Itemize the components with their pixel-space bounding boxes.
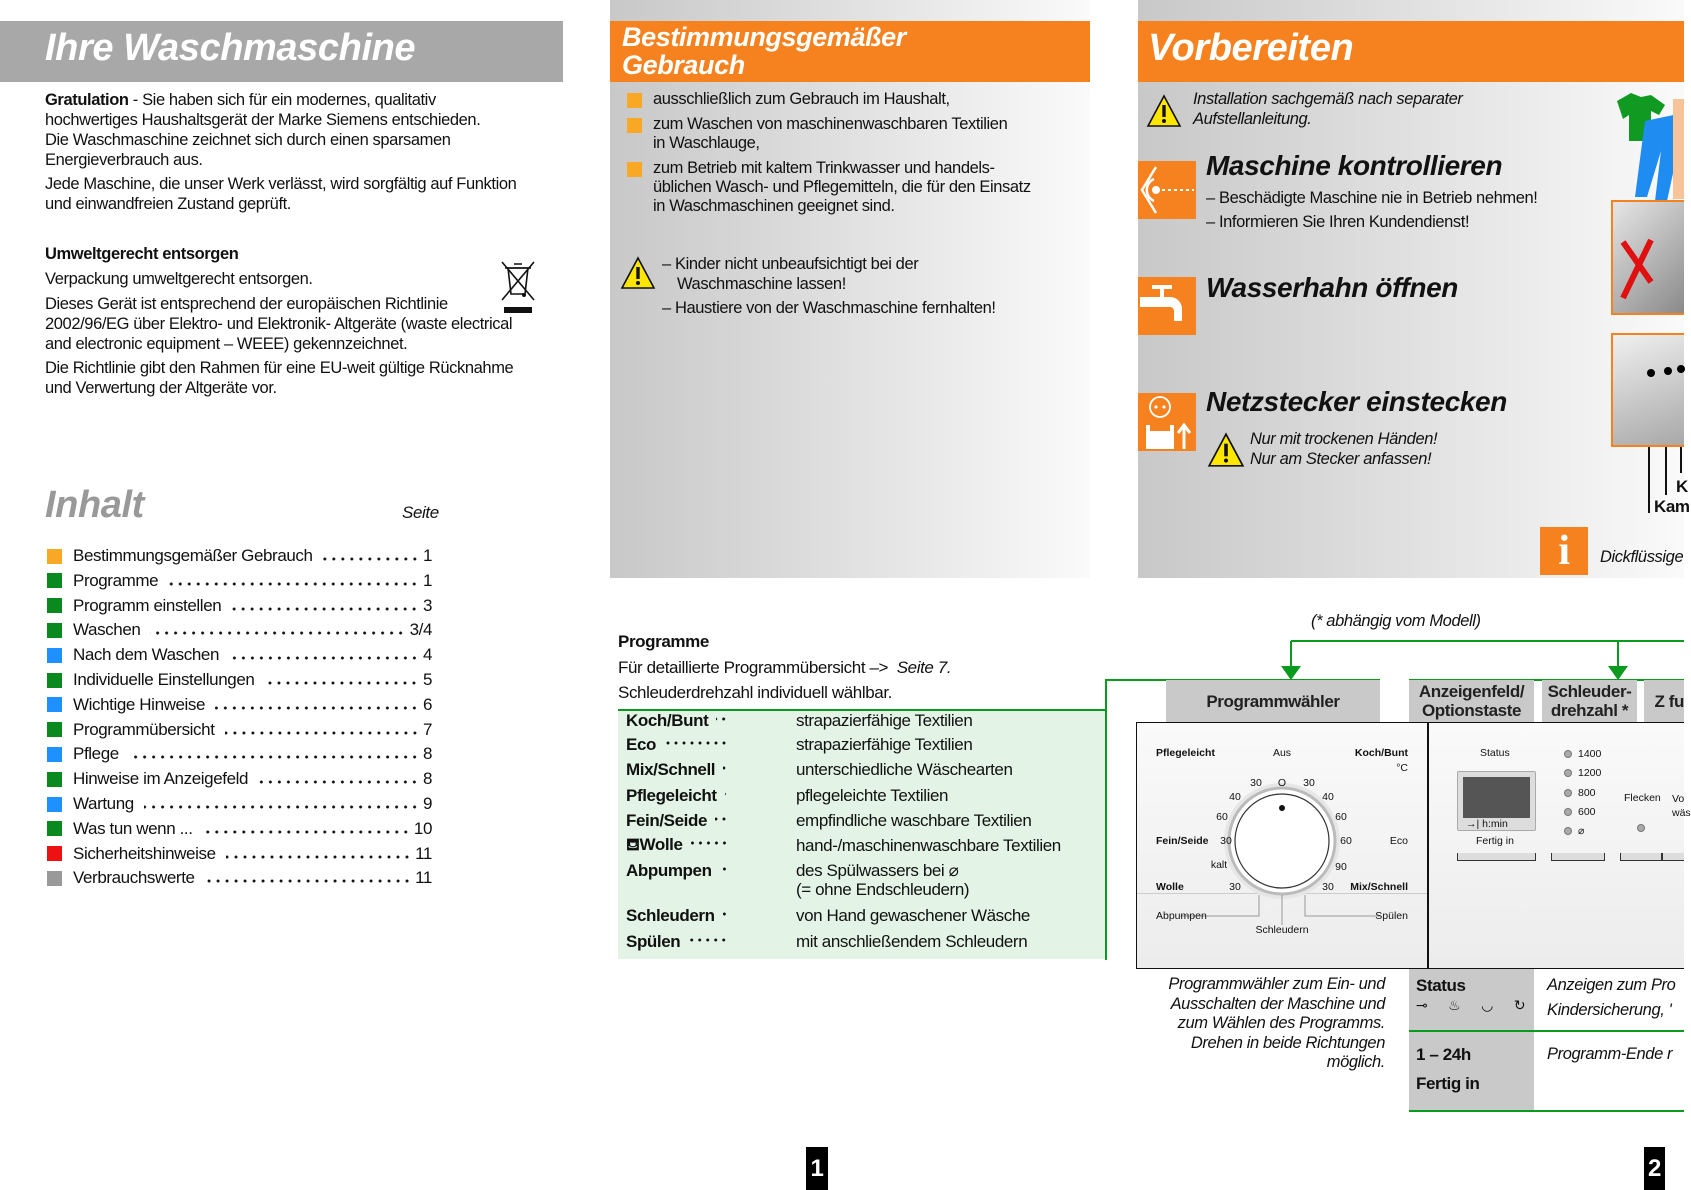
status-icons: ⊸ ♨ ◡ ↻ bbox=[1416, 998, 1534, 1014]
panel-label: 40 bbox=[1229, 791, 1241, 803]
toc-leader-dots bbox=[215, 706, 419, 710]
info-icon: i bbox=[1540, 527, 1588, 575]
water-tap-icon bbox=[1138, 277, 1196, 335]
plug-note: Nur am Stecker anfassen! bbox=[1250, 450, 1432, 468]
panel-label: 30 bbox=[1303, 777, 1315, 789]
intro-line: Jede Maschine, die unser Werk verlässt, wird sorgfältig auf Funktion bbox=[45, 175, 517, 193]
tag-spin-speed: Schleuder- drehzahl * bbox=[1542, 680, 1637, 722]
toc-color-square bbox=[47, 747, 62, 762]
usage-title: Gebrauch bbox=[622, 50, 745, 80]
toc-label: Individuelle Einstellungen bbox=[73, 670, 255, 689]
toc-item[interactable] bbox=[47, 719, 432, 741]
toc-color-square bbox=[47, 598, 62, 613]
detergent-drawer-illustration bbox=[1611, 333, 1684, 447]
program-name-text: Abpumpen bbox=[626, 861, 712, 880]
panel-label: 30 bbox=[1229, 881, 1241, 893]
weee-bin-icon bbox=[500, 260, 536, 316]
program-name-text: Fein/Seide bbox=[626, 811, 708, 830]
toc-leader-dots bbox=[264, 681, 418, 685]
program-desc: mit anschließendem Schleudern bbox=[796, 932, 1028, 951]
speed-label: ⌀ bbox=[1578, 825, 1585, 838]
toc-color-square bbox=[47, 722, 62, 737]
leader-dots bbox=[688, 938, 728, 942]
toc-leader-dots bbox=[203, 830, 410, 834]
toc-page: 3/4 bbox=[409, 620, 432, 640]
toc-leader-dots bbox=[150, 631, 405, 635]
programs-ref-link[interactable]: Seite 7. bbox=[896, 658, 952, 677]
toc-item[interactable] bbox=[47, 793, 432, 815]
toc-page: 8 bbox=[422, 769, 432, 789]
hmin-label: h:min bbox=[1482, 818, 1508, 830]
warning-line: Kinder nicht unbeaufsichtigt bei der bbox=[674, 255, 919, 273]
status-desc: Kindersicherung, ' bbox=[1547, 1001, 1672, 1019]
speed-label: 1200 bbox=[1578, 767, 1602, 780]
bullet-square bbox=[627, 162, 642, 177]
toc-item[interactable] bbox=[47, 545, 432, 567]
toc-item[interactable] bbox=[47, 843, 432, 865]
display-hmin: →| h:min bbox=[1466, 818, 1508, 830]
panel-status-label: Status bbox=[1480, 747, 1510, 759]
panel-label: kalt bbox=[1210, 859, 1228, 871]
toc-page-label: Seite bbox=[402, 503, 439, 522]
intro-line: Die Waschmaschine zeichnet sich durch einen sparsamen bbox=[45, 131, 451, 149]
warning-text: – Kinder nicht unbeaufsichtigt bei der bbox=[662, 255, 919, 273]
program-name bbox=[626, 760, 734, 780]
programs-line bbox=[618, 658, 951, 677]
intro-line: hochwertiges Haushaltsgerät der Marke Siemens entschieden. bbox=[45, 111, 481, 129]
toc-page: 5 bbox=[422, 670, 432, 689]
toc-page: 7 bbox=[422, 719, 432, 739]
speed-label: 1400 bbox=[1578, 748, 1602, 760]
leader-dots bbox=[725, 792, 728, 796]
spin-button[interactable] bbox=[1551, 853, 1605, 861]
usage-bullet: zum Waschen von maschinenwaschbaren Textilien bbox=[653, 115, 1008, 133]
info-text: Dickflüssige bbox=[1600, 548, 1684, 566]
usage-bullet: ausschließlich zum Gebrauch im Haushalt, bbox=[653, 90, 950, 108]
leader-dots bbox=[691, 841, 728, 845]
toc-item[interactable] bbox=[47, 570, 432, 592]
tap-heading: Wasserhahn öffnen bbox=[1206, 272, 1458, 303]
check-line: – Beschädigte Maschine nie in Betrieb nehmen! bbox=[1206, 189, 1538, 207]
bullet-square bbox=[627, 118, 642, 133]
usage-bullet: in Waschmaschinen geeignet sind. bbox=[653, 197, 895, 215]
toc-leader-dots bbox=[129, 755, 419, 759]
selector-desc-line: zum Wählen des Programms. bbox=[1177, 1014, 1385, 1032]
warning-text: – Haustiere von der Waschmaschine fernhalten! bbox=[662, 299, 996, 317]
program-name bbox=[626, 711, 734, 731]
model-note: (* abhängig vom Modell) bbox=[1311, 612, 1481, 630]
panel-label: Fein/Seide bbox=[1156, 835, 1209, 847]
option-button[interactable] bbox=[1662, 853, 1684, 861]
display-screen bbox=[1463, 777, 1530, 818]
panel-vo-label: Vo wäs bbox=[1672, 793, 1691, 819]
leader-dots bbox=[723, 766, 728, 770]
intro-text: - Sie haben sich für ein modernes, qualitativ bbox=[128, 91, 436, 109]
intro-line: Energieverbrauch aus. bbox=[45, 151, 203, 169]
toc-page: 6 bbox=[422, 694, 432, 714]
check-heading: Maschine kontrollieren bbox=[1206, 150, 1503, 181]
program-name-text: Schleudern bbox=[626, 906, 715, 925]
panel-label: 30 bbox=[1322, 881, 1334, 893]
toc-label: Programme bbox=[73, 570, 159, 590]
toc-label: Pflege bbox=[73, 744, 119, 764]
range-label: 1 – 24h bbox=[1416, 1045, 1471, 1064]
toc-page: 3 bbox=[422, 595, 432, 615]
disposal-line: und Verwertung der Altgeräte vor. bbox=[45, 379, 277, 397]
toc-item[interactable] bbox=[47, 867, 432, 889]
usage-bullet: üblichen Wasch- und Pflegemitteln, die für den Einsatz bbox=[653, 178, 1031, 196]
toc-label: Was tun wenn ... bbox=[73, 818, 193, 838]
warning-line: Haustiere von der Waschmaschine fernhalten! bbox=[674, 299, 996, 317]
program-desc: strapazierfähige Textilien bbox=[796, 735, 973, 754]
toc-leader-dots bbox=[323, 557, 419, 561]
toc-page: 9 bbox=[422, 794, 432, 813]
program-name bbox=[626, 861, 734, 881]
toc-label: Waschen bbox=[73, 620, 141, 640]
toc-item[interactable] bbox=[47, 743, 432, 765]
leader-dots bbox=[723, 912, 728, 916]
program-name-text: Koch/Bunt bbox=[626, 711, 709, 730]
display-frame bbox=[1457, 771, 1536, 831]
toc-item[interactable] bbox=[47, 694, 432, 716]
panel-label: 60 bbox=[1216, 811, 1228, 823]
toc-page: 1 bbox=[422, 546, 432, 565]
toc-leader-dots bbox=[226, 855, 411, 859]
toc-color-square bbox=[47, 797, 62, 812]
program-row bbox=[626, 905, 1030, 927]
warning-icon bbox=[620, 256, 656, 290]
toc-color-square bbox=[47, 573, 62, 588]
speed-led bbox=[1564, 789, 1572, 797]
program-row bbox=[626, 710, 972, 732]
toc-color-square bbox=[47, 772, 62, 787]
wool-handwash-icon: ⛾ bbox=[626, 835, 640, 854]
tag-display-option: Anzeigenfeld/ Optionstaste bbox=[1409, 680, 1534, 722]
panel-label: Wolle bbox=[1156, 881, 1184, 893]
program-name bbox=[626, 735, 734, 755]
status-divider bbox=[1409, 1030, 1684, 1032]
selector-desc-line: Drehen in beide Richtungen bbox=[1190, 1033, 1385, 1052]
page-number: 1 bbox=[806, 1147, 828, 1190]
program-name-text: Eco bbox=[626, 735, 656, 754]
toc-label: Wichtige Hinweise bbox=[73, 694, 206, 714]
bullet-square bbox=[627, 93, 642, 108]
toc-label: Programmübersicht bbox=[73, 719, 215, 739]
panel-label: 30 bbox=[1220, 835, 1232, 847]
leader-dots bbox=[715, 817, 728, 821]
laundry-clothes-illustration bbox=[1611, 91, 1684, 201]
check-line: – Informieren Sie Ihren Kundendienst! bbox=[1206, 213, 1470, 231]
prepare-title: Vorbereiten bbox=[1148, 27, 1354, 69]
toc-label: Wartung bbox=[73, 794, 134, 813]
program-row bbox=[626, 734, 972, 756]
programs-line: Schleuderdrehzahl individuell wählbar. bbox=[618, 683, 892, 702]
usage-title-bar bbox=[610, 21, 1090, 82]
speed-led bbox=[1564, 808, 1572, 816]
page-number: 2 bbox=[1644, 1147, 1665, 1190]
program-desc-cont bbox=[796, 879, 969, 901]
program-name bbox=[626, 932, 734, 952]
panel-label: Pflegeleicht bbox=[1156, 747, 1215, 759]
intro-line: und einwandfreien Zustand geprüft. bbox=[45, 195, 291, 213]
panel-label: Mix/Schnell bbox=[1350, 881, 1408, 893]
selector-desc-line: Ausschalten der Maschine und bbox=[1170, 994, 1385, 1013]
warning-icon bbox=[1207, 432, 1245, 468]
plug-heading: Netzstecker einstecken bbox=[1206, 386, 1507, 417]
eye-check-icon bbox=[1138, 161, 1196, 219]
toc-page: 8 bbox=[422, 744, 432, 764]
toc-leader-dots bbox=[144, 805, 419, 809]
tag-additional: Z fu bbox=[1644, 680, 1684, 722]
plug-note: Nur mit trockenen Händen! bbox=[1250, 430, 1438, 448]
power-plug-icon bbox=[1138, 393, 1196, 451]
toc-leader-dots bbox=[229, 656, 419, 660]
warning-text: Waschmaschine lassen! bbox=[677, 275, 846, 293]
program-row bbox=[626, 835, 1061, 857]
program-name-text: Pflegeleicht bbox=[626, 786, 717, 805]
toc-item[interactable] bbox=[47, 644, 432, 666]
panel-label: Aus bbox=[1272, 747, 1292, 759]
program-desc: empfindliche waschbare Textilien bbox=[796, 811, 1032, 830]
program-name bbox=[626, 906, 734, 926]
programs-ref-text: Für detaillierte Programmübersicht –> bbox=[618, 658, 889, 677]
disposal-heading: Umweltgerecht entsorgen bbox=[45, 245, 239, 263]
panel-label: O bbox=[1277, 777, 1287, 789]
panel-label: 60 bbox=[1340, 835, 1352, 847]
toc-item[interactable] bbox=[47, 818, 432, 840]
toc-page: 11 bbox=[415, 868, 432, 888]
prepare-title-bar bbox=[1138, 21, 1684, 82]
toc-label: Hinweise im Anzeigefeld bbox=[73, 769, 249, 789]
toc-page: 4 bbox=[422, 645, 432, 665]
leader-dots bbox=[664, 741, 728, 745]
program-name-text: Spülen bbox=[626, 932, 681, 951]
tag-program-selector: Programmwähler bbox=[1166, 680, 1380, 722]
program-desc: pflegeleichte Textilien bbox=[796, 786, 949, 805]
toc-leader-dots bbox=[168, 582, 419, 586]
panel-label: 40 bbox=[1322, 791, 1334, 803]
intro-line bbox=[45, 91, 436, 110]
intro-lead: Gratulation bbox=[45, 91, 129, 109]
speed-label: 800 bbox=[1578, 786, 1596, 799]
program-desc: des Spülwassers bei ⌀ bbox=[796, 861, 959, 880]
toc-color-square bbox=[47, 846, 62, 861]
leader-dots bbox=[716, 717, 728, 721]
panel-label: 90 bbox=[1335, 861, 1347, 873]
toc-item[interactable] bbox=[47, 768, 432, 790]
speed-led bbox=[1564, 750, 1572, 758]
display-button[interactable] bbox=[1457, 853, 1536, 861]
flecken-led bbox=[1637, 824, 1645, 832]
toc-label: Nach dem Waschen bbox=[73, 645, 220, 665]
selector-desc-line: Programmwähler zum Ein- und bbox=[1168, 975, 1385, 993]
program-name bbox=[626, 811, 734, 831]
usage-bullet: in Waschlauge, bbox=[653, 134, 760, 152]
panel-label: Eco bbox=[1389, 835, 1408, 847]
drawer-label: K bbox=[1676, 477, 1688, 496]
toc-color-square bbox=[47, 821, 62, 836]
program-desc: hand-/maschinenwaschbare Textilien bbox=[796, 836, 1061, 855]
leader-dots bbox=[720, 867, 728, 871]
panel-divider bbox=[1427, 722, 1429, 969]
toc-heading: Inhalt bbox=[45, 484, 144, 526]
toc-label: Verbrauchswerte bbox=[73, 868, 195, 888]
program-name-text: Mix/Schnell bbox=[626, 760, 716, 779]
program-row bbox=[626, 931, 1027, 953]
fertig-label: Fertig in bbox=[1416, 1074, 1480, 1093]
toc-color-square bbox=[47, 697, 62, 712]
selector-desc-line: möglich. bbox=[1326, 1053, 1385, 1071]
disposal-line: Verpackung umweltgerecht entsorgen. bbox=[45, 270, 313, 288]
program-name bbox=[626, 786, 734, 806]
install-note: Installation sachgemäß nach separater bbox=[1193, 90, 1463, 108]
flecken-button[interactable] bbox=[1620, 853, 1662, 861]
panel-label: Koch/Bunt bbox=[1354, 747, 1408, 759]
disposal-line: Die Richtlinie gibt den Rahmen für eine EU-weit gültige Rücknahme bbox=[45, 359, 514, 377]
status-desc: Anzeigen zum Pro bbox=[1547, 976, 1676, 994]
disposal-line: Dieses Gerät ist entsprechend der europäischen Richtlinie bbox=[45, 295, 448, 313]
program-desc: unterschiedliche Wäschearten bbox=[796, 760, 1013, 779]
toc-leader-dots bbox=[231, 607, 419, 611]
toc-leader-dots bbox=[258, 780, 419, 784]
panel-flecken-label: Flecken bbox=[1624, 792, 1661, 804]
toc-leader-dots bbox=[205, 879, 412, 883]
program-name-text: Wolle bbox=[639, 835, 683, 854]
speed-label: 600 bbox=[1578, 805, 1596, 818]
toc-color-square bbox=[47, 648, 62, 663]
toc-item[interactable] bbox=[47, 595, 432, 617]
warning-icon bbox=[1146, 94, 1182, 128]
program-name bbox=[626, 835, 734, 857]
programs-heading: Programme bbox=[618, 632, 709, 651]
toc-label: Sicherheitshinweise bbox=[73, 843, 216, 863]
toc-page: 11 bbox=[415, 843, 432, 863]
toc-label: Programm einstellen bbox=[73, 595, 222, 615]
toc-item[interactable] bbox=[47, 619, 432, 641]
install-note: Aufstellanleitung. bbox=[1193, 110, 1312, 128]
program-desc: von Hand gewaschener Wäsche bbox=[796, 906, 1030, 925]
usage-title: Bestimmungsgemäßer bbox=[622, 22, 906, 52]
panel-fertig-label: Fertig in bbox=[1476, 835, 1514, 847]
panel-label: 60 bbox=[1335, 811, 1347, 823]
toc-page: 10 bbox=[413, 818, 432, 838]
status-bottom-line bbox=[1409, 1110, 1684, 1112]
program-row bbox=[626, 785, 948, 807]
program-desc: (= ohne Endschleudern) bbox=[796, 880, 970, 899]
panel-label: Abpumpen bbox=[1156, 910, 1207, 922]
panel-label: °C bbox=[1396, 762, 1408, 774]
program-row bbox=[626, 810, 1031, 832]
status-label: Status bbox=[1416, 976, 1466, 995]
range-desc: Programm-Ende r bbox=[1547, 1045, 1673, 1063]
toc-label: Bestimmungsgemäßer Gebrauch bbox=[73, 546, 313, 565]
toc-color-square bbox=[47, 623, 62, 638]
page1-title-bar bbox=[0, 21, 563, 82]
program-row bbox=[626, 759, 1013, 781]
disposal-line: 2002/96/EG über Elektro- und Elektronik- Altgeräte (waste electrical bbox=[45, 315, 513, 333]
usage-bullet: zum Betrieb mit kaltem Trinkwasser und handels- bbox=[653, 159, 995, 177]
toc-color-square bbox=[47, 871, 62, 886]
transport-lock-illustration bbox=[1611, 200, 1684, 315]
toc-item[interactable] bbox=[47, 669, 432, 691]
panel-label: Spülen bbox=[1375, 910, 1408, 922]
toc-leader-dots bbox=[225, 731, 419, 735]
program-desc: strapazierfähige Textilien bbox=[796, 711, 973, 730]
panel-label: Schleudern bbox=[1255, 924, 1309, 936]
page1-title: Ihre Waschmaschine bbox=[45, 27, 416, 69]
toc-page: 1 bbox=[422, 570, 432, 590]
toc-color-square bbox=[47, 673, 62, 688]
toc-color-square bbox=[47, 549, 62, 564]
disposal-line: and electronic equipment – WEEE) gekennzeichnet. bbox=[45, 335, 408, 353]
drawer-label: Kam bbox=[1654, 497, 1690, 516]
panel-label: 30 bbox=[1250, 777, 1262, 789]
